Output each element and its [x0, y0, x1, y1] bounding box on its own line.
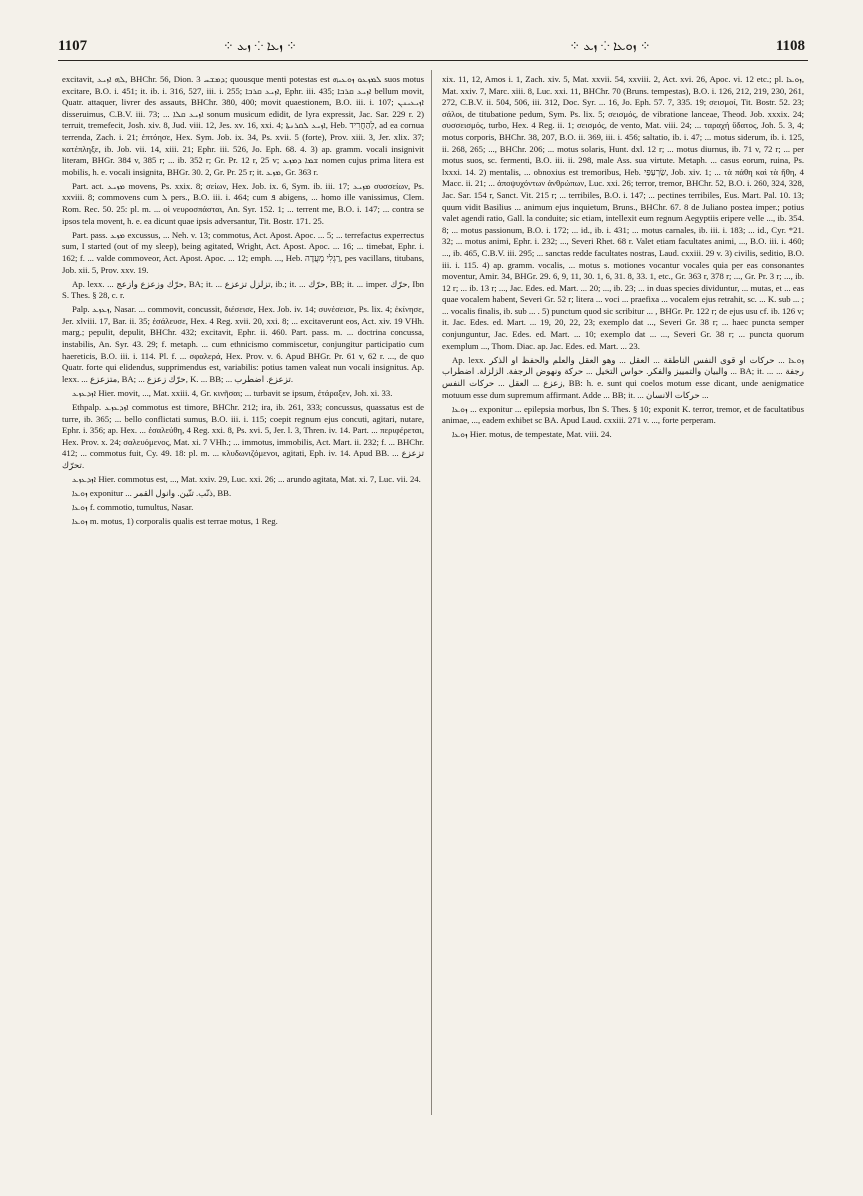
entry-paragraph: ܙܘܥܐ f. commotio, tumultus, Nasar.	[72, 502, 194, 513]
header-rule	[58, 60, 808, 61]
right-column	[442, 74, 804, 1114]
entry-paragraph: Part. act. ܡܙܝܥ movens, Ps. xxix. 8; σείων, Hex. Job. ix. 6, Sym. ib. iii. 17; ܡܙܝܥ συσσείων, Ps. xxviii. 8; commovens cum ܠ pers., B.O. iii. i. 464; cum ܦ abigens, ... homo ille vanissimus, Clem. Rom. Rec. 50. 25: pl. m. ... οἱ νευροσπάσται, An. Syr. 152. 1; ... terrent me, B.O. i. 147; ... contra se ipsos tela movent, h. e. ea dicunt quae ipsis adversantur, Tit. Bostr. 171. 25.	[62, 180, 424, 226]
entry-paragraph: Part. pass. ܡܙܥ excussus, ... Neh. v. 13; commotus, Act. Apost. Apoc. ... 5; ... terrefactus experrectus sum, I started (out of my sleep), being agitated, Wright, Act. Apost. Apoc. ... 16; ... timebat, Ephr. i. 162; f. ... valde commoveor, Act. Apost. Apoc. ... 12; emph. ..., Heb. רַגְלִי מָעֲדָה, pes vacillans, titubans, Job. xii. 5, Prov. xxv. 19.	[62, 229, 424, 275]
page-number-left: 1107	[58, 38, 88, 54]
entry-paragraph: ܙܘܥܐ m. motus, 1) corporalis qualis est terrae motus, 1 Reg.	[72, 516, 278, 527]
entry-paragraph: xix. 11, 12, Amos i. 1, Zach. xiv. 5, Mat. xxvii. 54, xxviii. 2, Act. xvi. 26, Apoc. vi. 12 etc.; pl. ܙܘܥܐ, Mat. xxiv. 7, Marc. xiii. 8, Luc. xxi. 11, BHChr. 70 (Bruns. tempestas), B.O. i. 126, 212, 219, 230, 261, 272, C.B.V. ii. 504, 506, iii. 312, Doc. Syr. ... 16, Jo. Eph. 57. 7, 335. 19; σεισμοί, Tit. Bostr. 52. 23; σάλοι, de titubatione pedum, Sym. Ps. lix. 5; σεισμός, de vibratione lanceae, Theod. Job. xxxix. 24; συσσεισμός, turbo, Hex. 4 Reg. ii. 1; σεισμός, de vento, Mat. viii. 24; ... ταραχή ὕδατος, Joh. 5. 3, 4; motus corporis, BHChr. 38, 207, B.O. ii. 369, iii. i. 456; saltatio, ib. i. 47; ... motus siderum, ib. i. 125, ii. 268, 265; ..., BHChr. 206; ... motus solaris, Hunt. dxl. 12 r; ... motus diurnus, ib. 71 v, 72 r; ... per motus suos, sc. fermenti, B.O. iii. ii. 298, male Ass. sua virtute. Metaph. ... casus eorum, ruina, Ps. lxxxi. 14. 2) mentalis, ... obnoxius est tremoribus, Heb. שַׂרְעַפַּי, Job. xiv. 1; ... τὰ πάθη καὶ τὰ ἤθη, 4 Macc. ii. 21; ... ἀποψυχόντων ἀνθρώπων, Luc. xxi. 26; terror, tremor, BHChr. 52, B.O. i. 260, 324, 328, Jac. Sar. 154 r, Sanct. Vit. 215 r; ... terribiles, B.O. i. 147; ... pectines terribiles, Eus. Mart. Pal. 10. 13; quum vidit Basilius ... animum ejus inquietum, Bruns., BHChr. 67. 8 de Juliano postea imper.; potius valet agendi ratio, Gall. la conduite; sic etiam, intellexit eum regnum Aegyptiis eripere velle ..., ib. 354. 8; ... motus passionum, B.O. i. 172; ... id., ib. i. 431; ... motus carnales, ib. iii. i. 183; ... id., Cyr. *21. 32; ... motus animi, Ephr. i. 232; ..., Severi Rhet. 68 r. Valet etiam facultates animi, ..., B.O. iii. i. 460; ..., ib. 465, C.B.V. iii. 295; ... sanctas redde facultates nostras, Laud. cxxiii. 29 v. 3) civilis, seditio, B.O. iii. i. 115. 4) ap. gramm. vocalis, ... motus s. motiones vocantur vocales quia per eas consonantes moventur, Amir. 34, BHGr. 29. 6, 9, 11, 30. 1, 6, 31. 8, 33. 1, etc., Gr. 363 r, 378 r; ..., Gr. Pr. 3 r; ..., ib. 12 r; ... ib. 13 r; ..., Jac. Edes. ed. Mart. ... 20; ..., ib. 23; ... in duas species dividuntur, ... mutas, et ... eas quae vocalem habent, Severi Gr. 52 r; litera ... voci ... praefixa ... vocalem ejus retrahit, sc. ... K. sub ... ; ... vocalis finalis, ib. sub ... . 5) punctum quod sic scribitur ... , BHGr. Pr. 122 r; de ejus usu cf. ib. 126 v; it. Jac. Edes. ed. Mart. ... 19, 20, 22, 23; exemplo dat ..., Severi Gr. 38 r; ... haec puncta semper conjunguntur, Jac. Edes. ed. Mart. ... 10; exemplo dat ... ..., Severi Gr. 38 r; ... puncta quorum exemplum ..., Thom. Diac. ap. Jac. Edes. ed. Mart. ... 23.	[442, 74, 804, 351]
guide-word-right: ⁘ ܙܘܥܐ ⁘ ܙܥ ⁘	[569, 38, 651, 53]
entry-paragraph: ܙܘܥܐ Hier. motus, de tempestate, Mat. viii. 24.	[452, 429, 612, 440]
entry-paragraph: Palp. ܙܥܙܥ, Nasar. ... commovit, concussit, διέσεισε, Hex. Job. iv. 14; συνέσεισε, Ps. lix. 4; ἐκίνησε, Jer. xlviii. 17, Bar. ii. 35; ἐσάλευσε, Hex. 4 Reg. xvii. 20, xxi. 8; ... excitaverunt eos, Act. xiv. 19 VHh. marg.; pepulit, depulit, BHChr. 432; excitavit, Ephr. ii. 460. Part. pass. m. ... doctrina concussa, instabilis, An. Syr. 43. 29; f. metaph. ... cum ethnicismo commiscetur, conjungitur participatio cum haereticis, B.O. iii. i. 114. Pl. f. ... σφαλερά, Hex. Prov. v. 6. Apud BHGr. Pr. 61 v, 62 r. ..., de quo Quatr. forte qui elidendus, supprimendus est, variabilis: potius tamen valeat nun vocali insignitus. Ap. lexx. ... متزعزع, BA; ... حرّك زعزع, K. ... BB; ... تزعزع. اضطرب.	[62, 304, 424, 384]
column-divider	[431, 70, 432, 1115]
entry-paragraph: excitavit, ܠܗ ܐܙܝܥ, BHChr. 56, Dion. ܕܡܫܚ 3; quousque menti potestas est ܠܡܙܥܘ ܙܘܥܝܗ suos motus excitare, B.O. i. 451; it. ib. i. 316, 527, iii. i. 255; ܐܙܝܥ ܩܪܒܐ, Ephr. iii. 435; ܐܙܝܥ ܩܪܒܐ bellum movit, Quatr. attaquer, livrer des assauts, BHChr. 380, 400; movit quaestionem, B.O. iii. i. 107; ܐܙܝܥܝܢܢ disseruimus, C.B.V. iii. 73; ... ܐܙܝܥ ܩܠܐ sonum musicum edidit, de lyra expressit, Jac. Sar. 229 r. 2) terruit, tremefecit, Josh. xiv. 8, Jud. viii. 12, Jes. xv. 16, xxi. 4; ܐܙܝܥ ܠܩܪܢܬܐ, Heb. לְהַחֲרִיד, ad ea cornua terrenda, Zach. i. 21; ἐπτόησε, Hex. Sym. Job. ix. 34, Ps. xvii. 5 (forte), Prov. xiii. 3, Jer. xlix. 37; κατέπληξε, ib. Job. vii. 14, xiii. 21; Ephr. iii. 526, Jo. Eph. 68. 4. 3) ap. gramm. vocali insignivit literam, BHGr. 384 v, 385 r; ... ib. 352 r; Gr. Pr. 12 r, 25 v; ܫܡܐ ܕܡܙܥ nomen cujus prima litera est mobilis, h. e. vocali insignita, BHGr. 30. 2, Gr. Pr. 25 r; it. ܡܙܥ, Gr. 363 r.	[62, 74, 424, 177]
entry-paragraph: ܙܘܥܐ ... exponitur ... epilepsia morbus, Ibn S. Thes. § 10; exponit K. terror, tremor, et de facultatibus animae, ..., eadem exhibet sc BA. Apud Laud. cxxiii. 271 v. ..., forte perperam.	[442, 403, 804, 426]
page-number-right: 1108	[775, 38, 805, 54]
entry-paragraph: Ap. lexx. ܙܘܥܐ ... حركات او قوى النفس الناطقة ... العقل ... وهو العقل والعلم والحفظ او الذكر والبيان والتمييز والفكر. حواس التخيل ... حركة ونهوض الرجفة. الزلزلة. اضطراب ... BA; it. ... رجفة ... زعزع ... العقل ... حركات النفس, BB: h. e. sunt qui coelos motum esse dicant, unde aenigmatice motuum esse dum supremum affirmant. Adde ... BB; it. ... حركات الانسان ...	[442, 354, 804, 400]
entry-paragraph: ܐܙܕܥܙܥ Hier. movit, ..., Mat. xxiii. 4, Gr. κινῆσαι; ... turbavit se ipsum, ἐτάραξεν, Joh. xi. 33.	[72, 387, 393, 398]
entry-paragraph: Ap. lexx. ... حرّك وزعزع وازعج, BA; it. ... تزلزل تزعزع, ib.; it. ... حرّك, BB; it. ... imper. حرّك, Ibn S. Thes. § 28, c. r.	[62, 278, 424, 301]
entry-paragraph: Ethpalp. ܐܙܕܥܙܥ commotus est timore, BHChr. 212; ira, ib. 261, 333; concussus, quassatus est de turre, ib. 365; ... bello conflictati sumus, B.O. iii. i. 115; coepit regnum ejus concuti, agitari, nutare, Ephr. i. 356; ap. Hex. ... ἐσαλεύθη, 4 Reg. xxi. 8, Ps. xvi. 5, Jer. l. 3, Thren. iv. 14. Part. ... περιφέρεται, Hex. Prov. x. 24; σαλευόμενος, Mat. xi. 7 VHh.; ... immotus, immobilis, Act. Mart. ii. 232; f. ... BHChr. 412; ... commotus fuit, Cy. 49. 18: pl. m. ... κλυδωνιζόμενοι, agitati, Eph. iv. 14. Apud BB. ... تزعزع تحرّك.	[62, 402, 424, 470]
entry-paragraph: ܐܙܕܥܙܥ Hier. commotus est, ..., Mat. xxiv. 29, Luc. xxi. 26; ... arundo agitata, Mat. xi. 7, Luc. vii. 24.	[72, 474, 421, 485]
entry-paragraph: ܙܘܥܐ exponitur ... ذنّب. تنّين. وانول القمر, BB.	[72, 488, 232, 499]
guide-word-left: ⁘ ܙܥܐ ⁘ ܙܥ ⁘	[222, 38, 298, 53]
left-column	[62, 74, 424, 1114]
